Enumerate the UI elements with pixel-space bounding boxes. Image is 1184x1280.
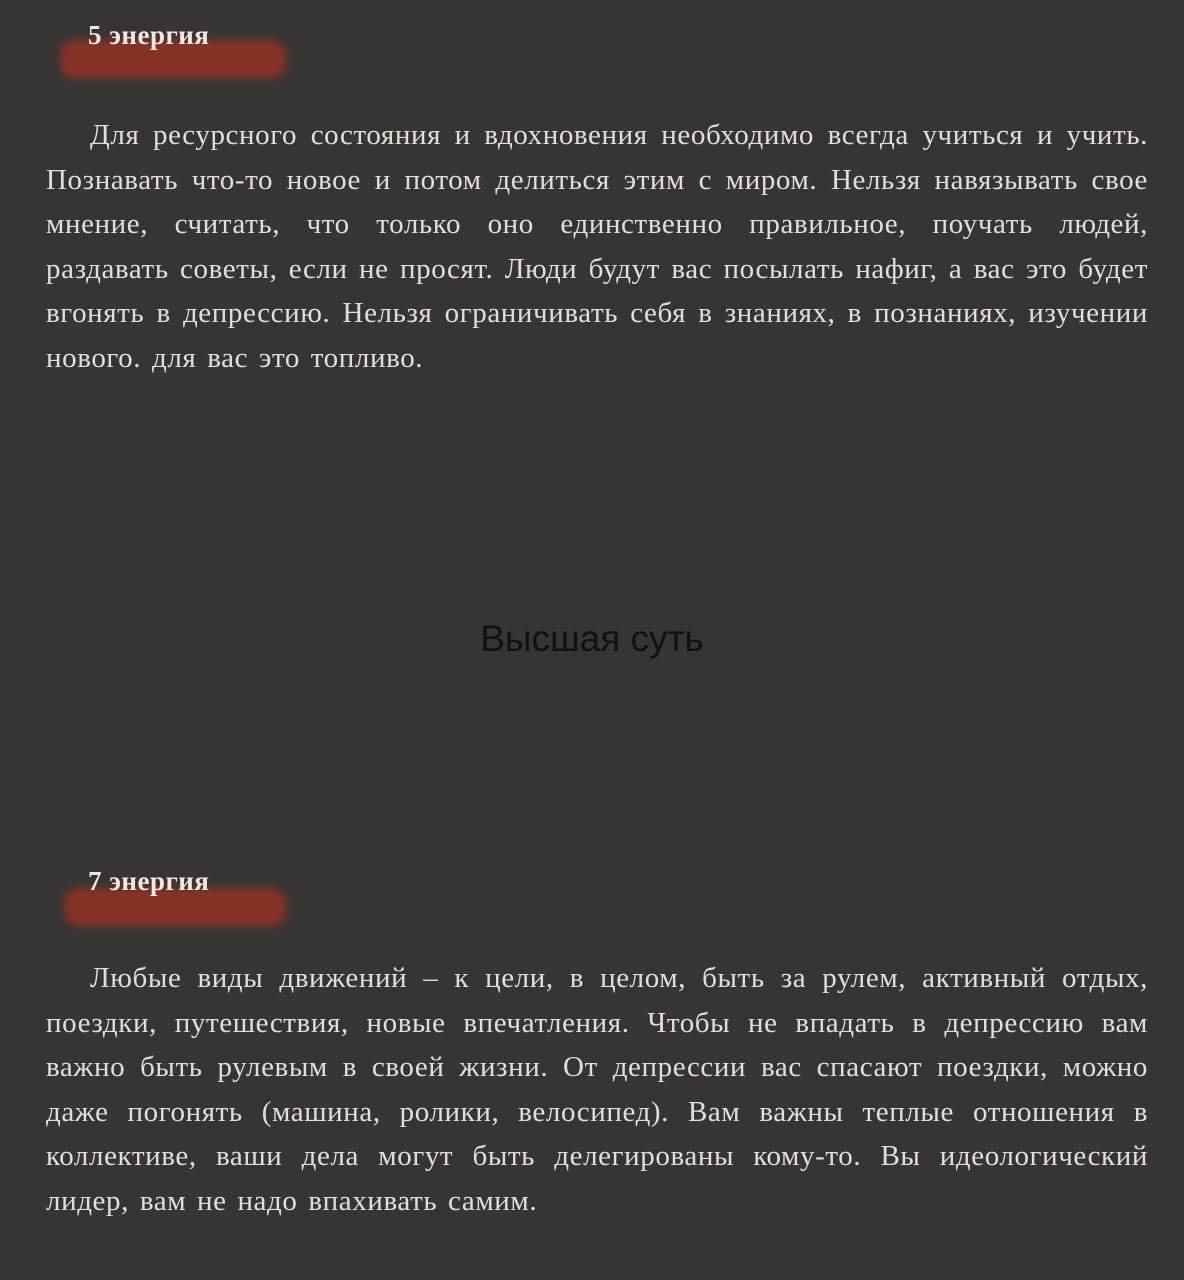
section-paragraph: Для ресурсного состояния и вдохновения необходимо всегда учиться и учить. Познавать что-то новое и потом делиться этим с миром. Нельзя навязывать свое мнение, считать, что только оно единственно правильное, поучать людей, раздавать советы, если не просят. Люди будут вас посылать нафиг, а вас это будет вгонять в депрессию. Нельзя ограничивать себя в знаниях, в познаниях, изучении нового. для вас это топливо. [46,119,1148,374]
section-energy-5 [46,20,1148,380]
section-energy-7 [46,866,1148,1223]
section-heading: 7 энергия [88,866,210,896]
heading-block [46,20,1148,80]
heading-block [46,866,1148,926]
center-title: Высшая суть [480,618,704,659]
section-paragraph: Любые виды движений – к цели, в целом, быть за рулем, активный отдых, поездки, путешествия, новые впечатления. Чтобы не впадать в депрессию вам важно быть рулевым в своей жизни. От депрессии вас спасают поездки, можно даже погонять (машина, ролики, велосипед). Вам важны теплые отношения в коллективе, ваши дела могут быть делегированы кому-то. Вы идеологический лидер, вам не надо впахивать самим. [46,962,1148,1217]
section-heading: 5 энергия [88,20,210,50]
